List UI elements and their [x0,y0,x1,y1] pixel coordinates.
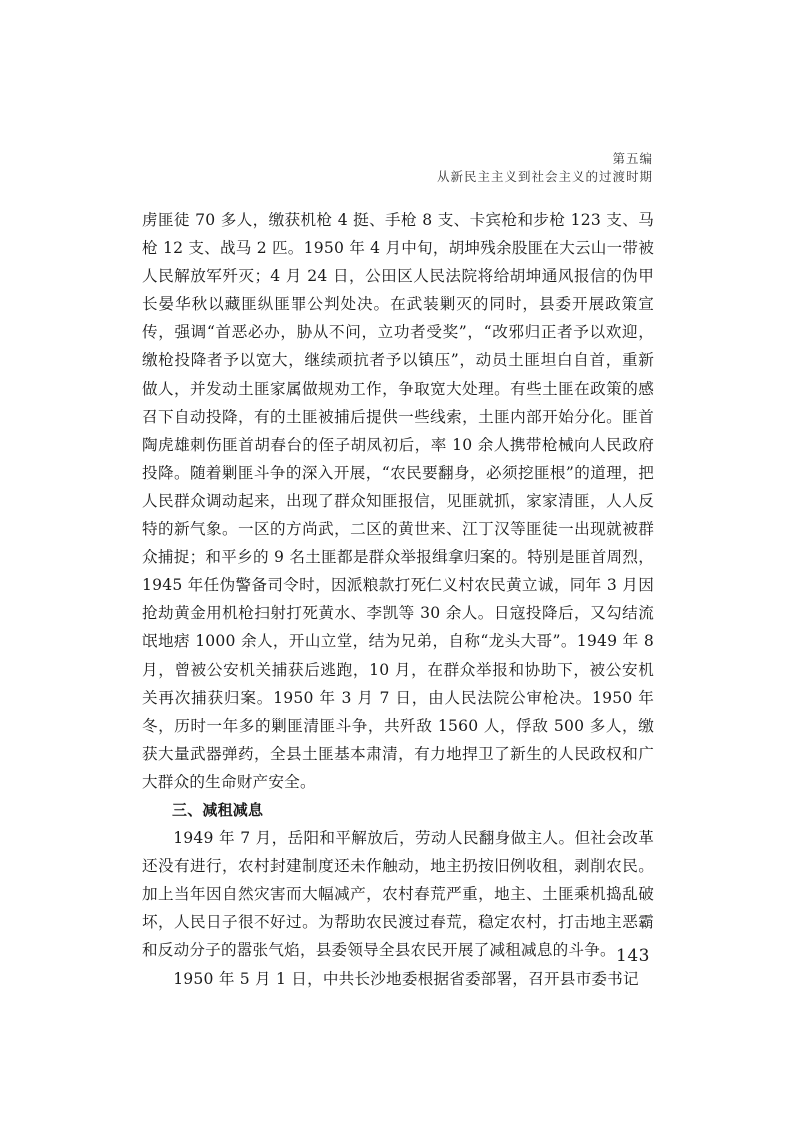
paragraph-continued: 虏匪徒 70 多人，缴获机枪 4 挺、手枪 8 支、卡宾枪和步枪 123 支、马枪 12 支、战马 2 匹。1950 年 4 月中旬，胡坤残余股匪在大云山一带被人民解放军歼灭；4 月 24 日，公田区人民法院将给胡坤通风报信的伪甲长晏华秋以藏匪纵匪罪公判处决。在武装剿灭的同时，县委开展政策宣传，强调“首恶必办，胁从不问，立功者受奖”，“改邪归正者予以欢迎，缴枪投降者予以宽大，继续顽抗者予以镇压”，动员土匪坦白自首，重新做人，并发动土匪家属做规劝工作，争取宽大处理。有些土匪在政策的感召下自动投降，有的土匪被捕后提供一些线索，土匪内部开始分化。匪首陶虎雄刺伤匪首胡春台的侄子胡凤初后，率 10 余人携带枪械向人民政府投降。随着剿匪斗争的深入开展，“农民要翻身，必须挖匪根”的道理，把人民群众调动起来，出现了群众知匪报信，见匪就抓，家家清匪，人人反特的新气象。一区的方尚武，二区的黄世来、江丁汉等匪徒一出现就被群众捕捉；和平乡的 9 名土匪都是群众举报缉拿归案的。特别是匪首周烈，1945 年任伪警备司令时，因派粮款打死仁义村农民黄立诚，同年 3 月因抢劫黄金用机枪扫射打死黄水、李凯等 30 余人。日寇投降后，又勾结流氓地痞 1000 余人，开山立堂，结为兄弟，自称“龙头大哥”。1949 年 8 月，曾被公安机关捕获后逃跑，10 月，在群众举报和协助下，被公安机关再次捕获归案。1950 年 3 月 7 日，由人民法院公审枪决。1950 年冬，历时一年多的剿匪清匪斗争，共歼敌 1560 人，俘敌 500 多人，缴获大量武器弹药，全县土匪基本肃清，有力地捍卫了新生的人民政权和广大群众的生命财产安全。 [142,211,654,791]
chapter-title: 从新民主主义到社会主义的过渡时期 [436,169,653,184]
paragraph: 1950 年 5 月 1 日，中共长沙地委根据省委部署，召开县市委书记 [173,969,639,988]
running-header [437,150,653,186]
paragraph: 1949 年 7 月，岳阳和平解放后，劳动人民翻身做主人。但社会改革还没有进行，农村封建制度还未作触动，地主扔按旧例收租，剥削农民。加上当年因自然灾害而大幅减产，农村春荒严重，地主、土匪乘机捣乱破坏，人民日子很不好过。为帮助农民渡过春荒，稳定农村，打击地主恶霸和反动分子的嚣张气焰，县委领导全县农民开展了减租减息的斗争。 [142,829,654,960]
section-heading: 三、减租减息 [172,800,264,819]
part-label: 第五编 [612,151,653,166]
body-text [142,206,654,993]
page-number: 143 [616,946,650,966]
